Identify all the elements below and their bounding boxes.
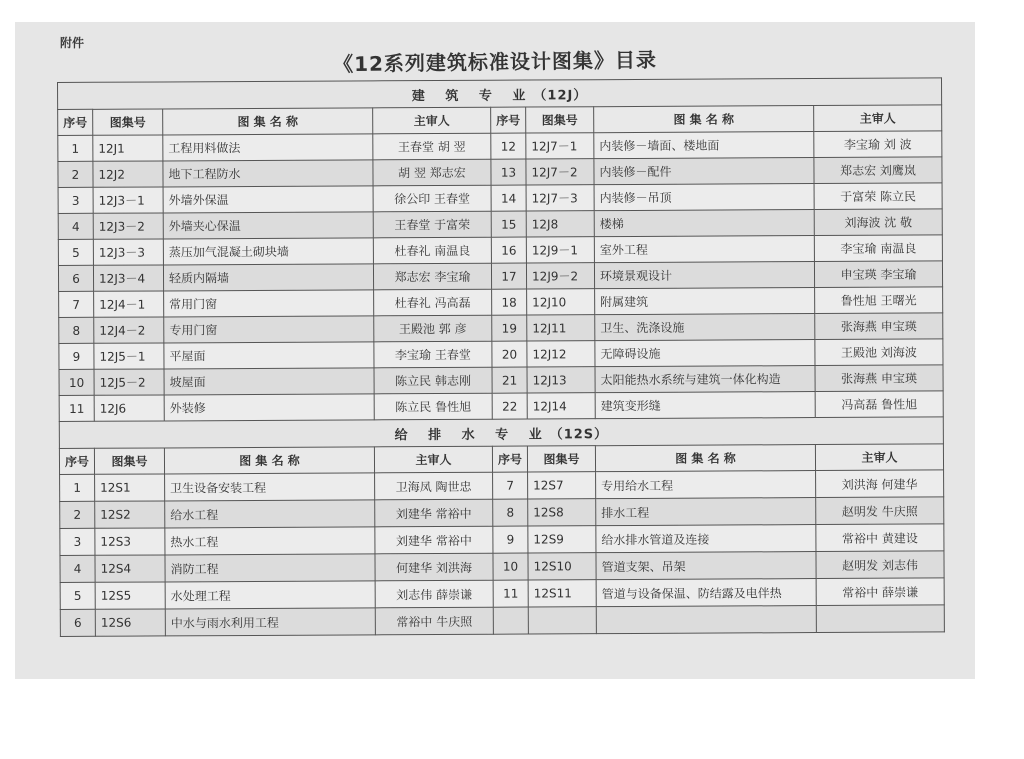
atlas-name: 管道与设备保温、防结露及电伴热 xyxy=(596,579,816,607)
atlas-code: 12J4－2 xyxy=(94,317,164,343)
row-number: 1 xyxy=(58,135,93,161)
reviewers: 刘志伟 薛崇谦 xyxy=(375,580,493,608)
column-header-name: 图 集 名 称 xyxy=(594,106,814,133)
atlas-code: 12J6 xyxy=(94,395,164,421)
atlas-code: 12J3－2 xyxy=(93,213,163,239)
row-number: 10 xyxy=(59,369,94,395)
atlas-name: 水处理工程 xyxy=(165,581,375,609)
atlas-code: 12S4 xyxy=(95,555,165,582)
atlas-code: 12S1 xyxy=(95,474,165,501)
atlas-name: 中水与雨水利用工程 xyxy=(165,608,375,636)
row-number: 17 xyxy=(491,263,526,289)
column-header-code: 图集号 xyxy=(527,446,595,472)
atlas-name: 管道支架、吊架 xyxy=(596,552,816,580)
column-header-no: 序号 xyxy=(492,446,527,472)
atlas-name: 无障碍设施 xyxy=(595,340,815,367)
atlas-name: 消防工程 xyxy=(165,554,375,582)
atlas-code: 12S3 xyxy=(95,528,165,555)
row-number: 3 xyxy=(58,187,93,213)
reviewers: 王春堂 胡 翌 xyxy=(373,133,491,160)
atlas-code: 12J13 xyxy=(527,367,595,393)
section-code: （12J） xyxy=(533,87,588,104)
row-number: 5 xyxy=(60,582,95,609)
atlas-name: 坡屋面 xyxy=(164,368,374,395)
document-photo xyxy=(15,22,975,679)
reviewers: 申宝瑛 李宝瑜 xyxy=(814,261,942,288)
row-number: 13 xyxy=(491,159,526,185)
atlas-name: 地下工程防水 xyxy=(163,160,373,187)
reviewers: 常裕中 薛崇谦 xyxy=(816,578,944,606)
atlas-name: 卫生设备安装工程 xyxy=(165,473,375,501)
atlas-name: 环境景观设计 xyxy=(594,262,814,289)
atlas-name: 给水工程 xyxy=(165,500,375,528)
row-number: 8 xyxy=(59,317,94,343)
column-header-no: 序号 xyxy=(58,109,93,135)
section-name: 给 排 水 专 业 xyxy=(394,426,550,443)
row-number: 16 xyxy=(491,237,526,263)
row-number: 11 xyxy=(59,395,94,421)
atlas-name: 常用门窗 xyxy=(164,290,374,317)
reviewers: 胡 翌 郑志宏 xyxy=(373,159,491,186)
reviewers: 于富荣 陈立民 xyxy=(814,183,942,210)
atlas-name: 平屋面 xyxy=(164,342,374,369)
column-header-name: 图 集 名 称 xyxy=(163,108,373,135)
reviewers: 陈立民 韩志刚 xyxy=(374,367,492,394)
reviewers: 冯高磊 鲁性旭 xyxy=(815,391,943,418)
reviewers: 陈立民 鲁性旭 xyxy=(374,393,492,420)
atlas-code: 12J8 xyxy=(526,211,594,237)
reviewers: 李宝瑜 南温良 xyxy=(814,235,942,262)
row-number: 2 xyxy=(60,501,95,528)
atlas-code: 12J3－4 xyxy=(93,265,163,291)
atlas-name: 给水排水管道及连接 xyxy=(596,525,816,553)
reviewers: 李宝瑜 王春堂 xyxy=(374,341,492,368)
table-row xyxy=(60,605,944,637)
atlas-code: 12J3－3 xyxy=(93,239,163,265)
row-number: 6 xyxy=(58,265,93,291)
atlas-code: 12S10 xyxy=(528,553,596,580)
reviewers: 刘建华 常裕中 xyxy=(375,526,493,554)
reviewers xyxy=(816,605,944,633)
reviewers: 杜春礼 南温良 xyxy=(373,237,491,264)
atlas-name: 内装修－墙面、楼地面 xyxy=(594,132,814,159)
row-number: 7 xyxy=(59,291,94,317)
atlas-code: 12J10 xyxy=(527,289,595,315)
atlas-name: 外墙夹心保温 xyxy=(163,212,373,239)
atlas-code: 12J9－2 xyxy=(526,263,594,289)
section-code: （12S） xyxy=(549,426,609,442)
column-header-name: 图 集 名 称 xyxy=(164,447,374,474)
column-header-no: 序号 xyxy=(59,448,94,474)
reviewers: 刘洪海 何建华 xyxy=(816,470,944,498)
annex-label: 附件 xyxy=(60,36,85,50)
section-name: 建 筑 专 业 xyxy=(411,88,534,104)
row-number: 7 xyxy=(493,472,528,499)
atlas-code: 12J9－1 xyxy=(526,237,594,263)
atlas-code: 12S11 xyxy=(528,580,596,607)
row-number: 2 xyxy=(58,161,93,187)
atlas-code: 12S2 xyxy=(95,501,165,528)
row-number: 20 xyxy=(492,341,527,367)
reviewers: 徐公印 王春堂 xyxy=(373,185,491,212)
atlas-code: 12J1 xyxy=(93,135,163,161)
row-number: 10 xyxy=(493,553,528,580)
row-number: 4 xyxy=(58,213,93,239)
column-header-reviewer: 主审人 xyxy=(814,105,942,132)
reviewers: 卫海凤 陶世忠 xyxy=(375,472,493,500)
atlas-name: 轻质内隔墙 xyxy=(163,264,373,291)
atlas-code: 12S9 xyxy=(528,526,596,553)
row-number: 9 xyxy=(493,526,528,553)
atlas-name: 外墙外保温 xyxy=(163,186,373,213)
atlas-name: 外装修 xyxy=(164,394,374,421)
atlas-code: 12J7－2 xyxy=(526,159,594,185)
column-header-code: 图集号 xyxy=(94,448,164,474)
reviewers: 刘海波 沈 敬 xyxy=(814,209,942,236)
row-number: 1 xyxy=(60,474,95,501)
atlas-name: 热水工程 xyxy=(165,527,375,555)
reviewers: 鲁性旭 王曙光 xyxy=(815,287,943,314)
atlas-name xyxy=(596,606,816,634)
atlas-name: 排水工程 xyxy=(596,498,816,526)
atlas-name: 附属建筑 xyxy=(595,288,815,315)
atlas-code: 12J14 xyxy=(527,393,595,419)
atlas-name: 内装修－吊顶 xyxy=(594,184,814,211)
reviewers: 张海燕 申宝瑛 xyxy=(815,313,943,340)
atlas-code: 12J4－1 xyxy=(94,291,164,317)
row-number: 4 xyxy=(60,555,95,582)
row-number: 11 xyxy=(493,580,528,607)
row-number: 5 xyxy=(58,239,93,265)
column-header-name: 图 集 名 称 xyxy=(595,445,815,472)
atlas-code: 12J5－1 xyxy=(94,343,164,369)
atlas-name: 专用门窗 xyxy=(164,316,374,343)
atlas-code: 12S8 xyxy=(528,499,596,526)
reviewers: 郑志宏 刘鹰岚 xyxy=(814,157,942,184)
reviewers: 王殿池 郭 彦 xyxy=(374,315,492,342)
atlas-code: 12S6 xyxy=(95,609,165,636)
catalog-sheet xyxy=(57,77,944,637)
row-number: 6 xyxy=(60,609,95,636)
atlas-code: 12S7 xyxy=(528,472,596,499)
atlas-name: 建筑变形缝 xyxy=(595,392,815,419)
reviewers: 王春堂 于富荣 xyxy=(373,211,491,238)
row-number: 22 xyxy=(492,393,527,419)
row-number: 8 xyxy=(493,499,528,526)
atlas-name: 卫生、洗涤设施 xyxy=(595,314,815,341)
column-header-reviewer: 主审人 xyxy=(815,444,943,471)
reviewers: 赵明发 牛庆照 xyxy=(816,497,944,525)
column-header-reviewer: 主审人 xyxy=(373,107,491,134)
page-title: 《12系列建筑标准设计图集》目录 xyxy=(332,47,658,77)
atlas-name: 蒸压加气混凝土砌块墙 xyxy=(163,238,373,265)
atlas-code xyxy=(528,607,596,634)
row-number: 21 xyxy=(492,367,527,393)
atlas-name: 专用给水工程 xyxy=(596,471,816,499)
row-number: 12 xyxy=(491,133,526,159)
atlas-name: 室外工程 xyxy=(594,236,814,263)
atlas-name: 太阳能热水系统与建筑一体化构造 xyxy=(595,366,815,393)
column-header-code: 图集号 xyxy=(526,107,594,133)
row-number: 9 xyxy=(59,343,94,369)
atlas-code: 12J11 xyxy=(527,315,595,341)
reviewers: 张海燕 申宝瑛 xyxy=(815,365,943,392)
reviewers: 王殿池 刘海波 xyxy=(815,339,943,366)
catalog-table xyxy=(57,77,945,637)
reviewers: 赵明发 刘志伟 xyxy=(816,551,944,579)
reviewers: 何建华 刘洪海 xyxy=(375,553,493,581)
atlas-code: 12S5 xyxy=(95,582,165,609)
row-number: 14 xyxy=(491,185,526,211)
reviewers: 郑志宏 李宝瑜 xyxy=(373,263,491,290)
row-number: 3 xyxy=(60,528,95,555)
reviewers: 刘建华 常裕中 xyxy=(375,499,493,527)
atlas-code: 12J3－1 xyxy=(93,187,163,213)
atlas-code: 12J12 xyxy=(527,341,595,367)
reviewers: 李宝瑜 刘 波 xyxy=(814,131,942,158)
column-header-code: 图集号 xyxy=(93,109,163,135)
atlas-name: 内装修－配件 xyxy=(594,158,814,185)
column-header-no: 序号 xyxy=(491,107,526,133)
column-header-reviewer: 主审人 xyxy=(374,446,492,473)
atlas-code: 12J2 xyxy=(93,161,163,187)
reviewers: 常裕中 黄建设 xyxy=(816,524,944,552)
atlas-code: 12J7－3 xyxy=(526,185,594,211)
atlas-code: 12J5－2 xyxy=(94,369,164,395)
row-number: 18 xyxy=(492,289,527,315)
reviewers: 常裕中 牛庆照 xyxy=(375,607,493,635)
atlas-code: 12J7－1 xyxy=(526,133,594,159)
atlas-name: 楼梯 xyxy=(594,210,814,237)
row-number xyxy=(493,607,528,634)
reviewers: 杜春礼 冯高磊 xyxy=(374,289,492,316)
atlas-name: 工程用料做法 xyxy=(163,134,373,161)
row-number: 15 xyxy=(491,211,526,237)
row-number: 19 xyxy=(492,315,527,341)
